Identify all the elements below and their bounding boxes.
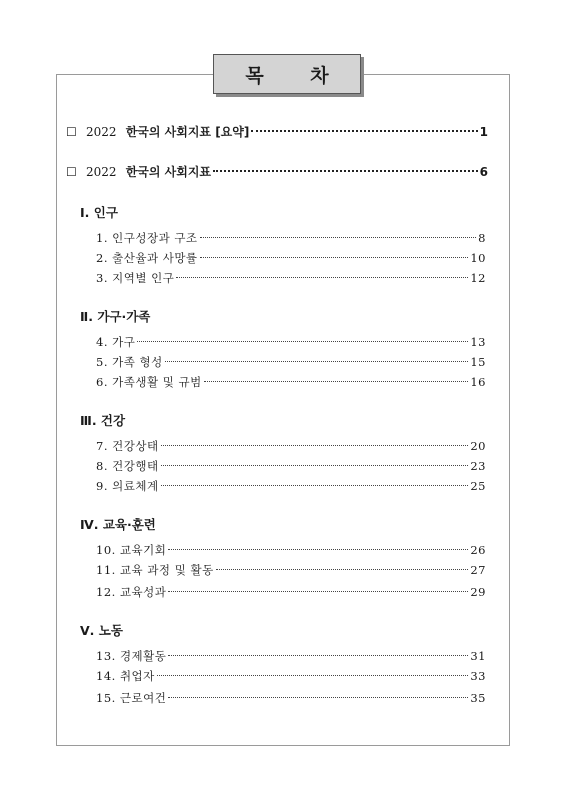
item-label: 7. 건강상태 [96,439,159,453]
page-number: 25 [470,479,486,493]
item-label: 5. 가족 형성 [96,355,163,369]
leader-dots [168,697,468,698]
page-number: 26 [470,543,486,557]
leader-dots [165,361,469,362]
page-number: 27 [470,563,486,577]
item-label: 13. 경제활동 [96,649,167,663]
section-heading: Ⅰ. 인구 [80,205,118,220]
item-label: 15. 근로여건 [96,691,167,705]
page-number: 12 [470,271,486,285]
leader-dots [137,341,468,342]
item-label: 8. 건강행태 [96,459,159,473]
item-label: 4. 가구 [96,335,136,349]
leader-dots [213,170,478,172]
toc-item[interactable] [96,250,486,266]
page-number: 8 [478,231,486,245]
page-number: 13 [470,335,486,349]
leader-dots [161,465,469,466]
leader-dots [216,569,469,570]
leader-dots [200,237,477,238]
entry-year: 2022 [85,125,117,139]
section-heading: Ⅲ. 건강 [80,413,126,428]
page-number: 20 [470,439,486,453]
item-label: 14. 취업자 [96,669,155,683]
toc-entry-full[interactable] [66,163,488,180]
checkbox-icon: ☐ [66,165,77,179]
leader-dots [204,381,469,382]
leader-dots [161,485,469,486]
toc-item[interactable] [96,562,486,578]
page-number: 31 [470,649,486,663]
toc-item[interactable] [96,648,486,664]
item-label: 12. 교육성과 [96,585,167,599]
page-number: 23 [470,459,486,473]
page-number: 33 [470,669,486,683]
page-number: 1 [479,125,488,139]
entry-label: 한국의 사회지표 [요약] [125,125,250,139]
item-label: 11. 교육 과정 및 활동 [96,563,214,577]
entry-label: 한국의 사회지표 [125,165,212,179]
toc-item[interactable] [96,690,486,706]
leader-dots [168,655,468,656]
toc-item[interactable] [96,334,486,350]
toc-item[interactable] [96,438,486,454]
item-label: 2. 출산율과 사망률 [96,251,198,265]
page-number: 16 [470,375,486,389]
page-number: 6 [479,165,488,179]
leader-dots [168,549,468,550]
item-label: 1. 인구성장과 구조 [96,231,198,245]
toc-item[interactable] [96,668,486,684]
entry-year: 2022 [85,165,117,179]
item-label: 6. 가족생활 및 규범 [96,375,202,389]
section-heading: Ⅳ. 교육·훈련 [80,517,156,532]
page-number: 10 [470,251,486,265]
toc-item[interactable] [96,458,486,474]
section-heading: Ⅴ. 노동 [80,623,123,638]
section-heading: Ⅱ. 가구·가족 [80,309,151,324]
page-number: 15 [470,355,486,369]
toc-item[interactable] [96,478,486,494]
page-number: 29 [470,585,486,599]
item-label: 3. 지역별 인구 [96,271,175,285]
item-label: 10. 교육기회 [96,543,167,557]
toc-item[interactable] [96,374,486,390]
leader-dots [176,277,468,278]
leader-dots [157,675,469,676]
toc-item[interactable] [96,354,486,370]
item-label: 9. 의료체계 [96,479,159,493]
page-number: 35 [470,691,486,705]
toc-title: 목 차 [213,54,361,94]
toc-item[interactable] [96,270,486,286]
checkbox-icon: ☐ [66,125,77,139]
leader-dots [168,591,468,592]
toc-item[interactable] [96,230,486,246]
toc-entry-summary[interactable] [66,123,488,140]
leader-dots [161,445,469,446]
leader-dots [200,257,469,258]
leader-dots [251,130,477,132]
toc-item[interactable] [96,584,486,600]
toc-item[interactable] [96,542,486,558]
